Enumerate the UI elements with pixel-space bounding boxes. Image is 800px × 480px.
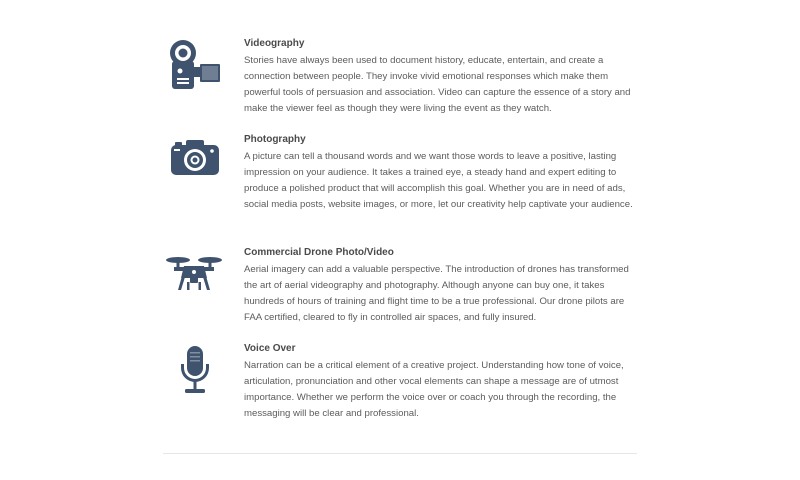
microphone-icon (160, 342, 230, 398)
service-description: Aerial imagery can add a valuable perspective. The introduction of drones has transformed the art of aerial videography and photography. Although anyone can buy one, it takes hundreds of hours of training and flight time to be a true professional. Our drone pilots are FAA certified, cleared to fly in controlled air spaces, and fully insured. (244, 264, 629, 323)
video-camera-icon (160, 37, 230, 93)
service-title: Commercial Drone Photo/Video (244, 247, 394, 258)
section-divider (163, 453, 637, 454)
service-title: Videography (244, 38, 305, 49)
service-description: Stories have always been used to document history, educate, entertain, and create a connection between people. They invoke vivid emotional responses which make them powerful tools of persuasion and association. Video can capture the essence of a story and make the viewer feel as though they were living the event as they watch. (244, 55, 631, 114)
drone-icon (160, 246, 230, 302)
service-title: Photography (244, 134, 306, 145)
service-description: A picture can tell a thousand words and we want those words to leave a positive, lasting impression on your audience. It takes a trained eye, a steady hand and expert editing to produce a polished product that will accomplish this goal. Whether you are in need of ads, social media posts, website images, or more, let our creativity help captivate your audience. (244, 151, 633, 210)
service-description: Narration can be a critical element of a creative project. Understanding how tone of voice, articulation, pronunciation and other vocal elements can shape a message are of utmost importance. Whether we perform the voice over or coach you through the recording, the messaging will be clear and professional. (244, 360, 624, 419)
service-title: Voice Over (244, 343, 296, 354)
camera-icon (160, 133, 230, 189)
